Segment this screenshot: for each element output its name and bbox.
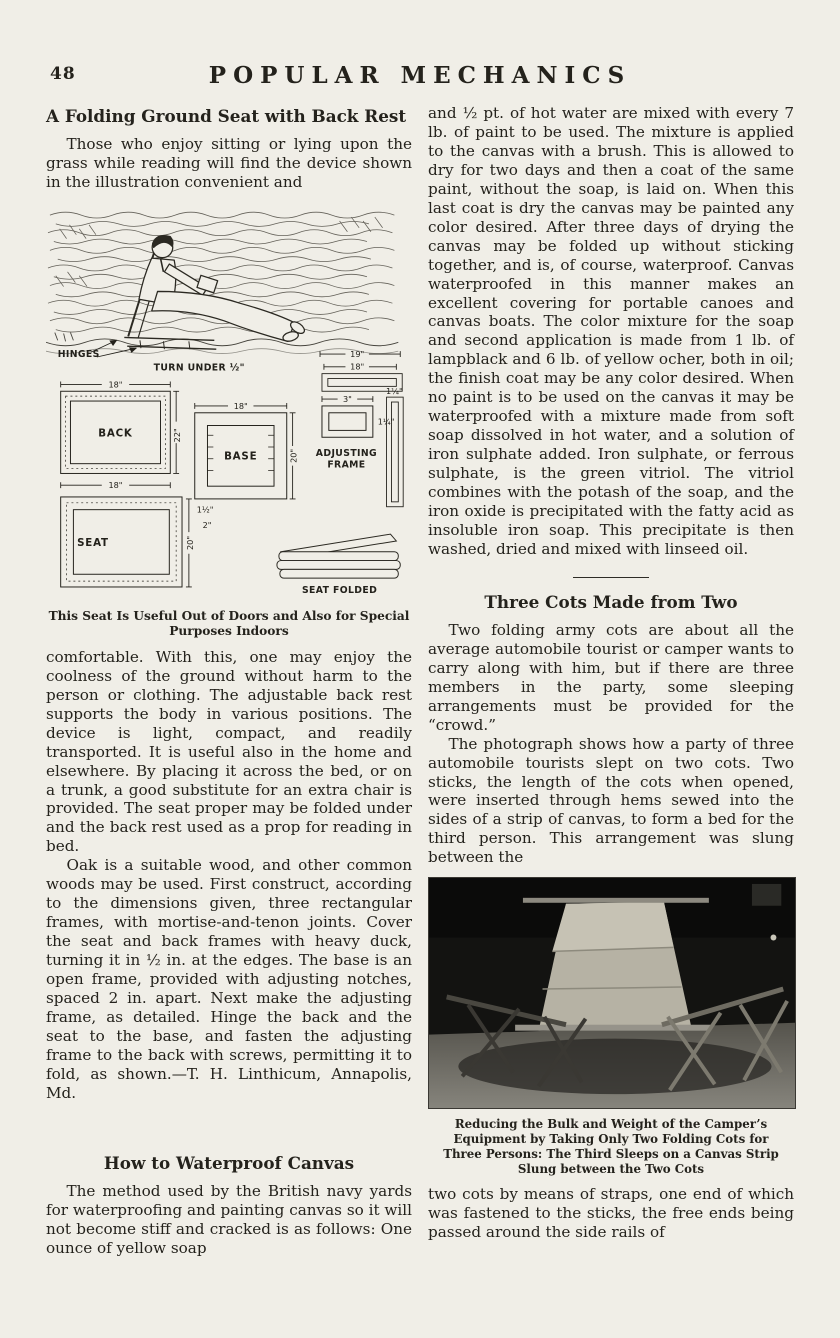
dim-20-base: 20"	[288, 448, 299, 463]
folding-seat-illustration	[46, 202, 412, 604]
page-header	[0, 0, 840, 89]
dim-1q-frame: 1¼"	[377, 416, 395, 427]
folding-seat-continuation-paragraph: comfortable. With this, one may enjoy the coolness of the ground without harm to the person or clothing. The adjustable back rest supports the body in various positions. The device is light, compact, and readily transported. It is useful also in the home and elsewhere. By placing it across the bed, or on a trunk, a good substitute for an extra chair is provided. The seat proper may be folded under and the back rest used as a prop for reading in bed.	[46, 647, 412, 856]
dim-1q-side: 1¼"	[386, 386, 403, 397]
cots-photo-figure	[428, 877, 794, 1177]
label-adjusting-frame-line2: FRAME	[327, 459, 366, 471]
seat-folded-diagram	[277, 534, 400, 578]
section-divider	[573, 577, 649, 578]
two-column-layout	[46, 104, 794, 1258]
waterproof-paragraph-left: The method used by the British navy yards for waterproofing and painting canvas so it will not become stiff and cracked is as follows: One ounce of yellow soap	[46, 1181, 412, 1257]
seat-figure-caption: This Seat Is Useful Out of Doors and Also for Special Purposes Indoors	[48, 608, 410, 639]
masthead-title: POPULAR MECHANICS	[208, 62, 632, 89]
dim-3: 3"	[342, 393, 352, 404]
dim-19: 19"	[350, 348, 365, 359]
dim-2: 2"	[202, 520, 212, 531]
label-hinges: HINGES	[57, 348, 100, 360]
side-frame-diagram	[387, 397, 404, 507]
folding-seat-intro-paragraph: Those who enjoy sitting or lying upon the grass while reading will find the device shown in the illustration convenient and	[46, 135, 412, 191]
dim-18-top: 18"	[350, 361, 365, 372]
folding-seat-build-paragraph: Oak is a suitable wood, and other common woods may be used. First construct, according to the dimensions given, three rectangular frames, with mortise-and-tenon joints. Cover the seat and back frames with heavy duck, turning it in ½ in. at the edges. The base is an open frame, provided with adjusting notches, spaced 2 in. apart. Next make the adjusting frame, as detailed. Hinge the back and the seat to the base, and fasten the adjusting frame to the back with screws, permitting it to fold, as shown.—T. H. Linthicum, Annapolis, Md.	[46, 856, 412, 1102]
dim-22: 22"	[172, 428, 183, 443]
cots-photo-caption: Reducing the Bulk and Weight of the Camper’s Equipment by Taking Only Two Folding Cots for Three Persons: The Third Sleeps on a Canvas Strip Slung between the Two Cots	[443, 1117, 779, 1177]
photo-floor	[429, 1023, 795, 1108]
label-turn-under: TURN UNDER ½"	[153, 362, 245, 374]
three-cots-paragraph-2: The photograph shows how a party of three automobile tourists slept on two cots. Two sticks, the length of the cots when opened, were inserted through hems sewed into the sides of a strip of canvas, to form a bed for the third person. This arrangement was slung between the	[428, 734, 794, 867]
dim-20-seat: 20"	[184, 535, 195, 550]
folding-seat-figure	[46, 202, 412, 640]
cots-photograph	[428, 877, 796, 1109]
dim-18-base: 18"	[233, 400, 248, 411]
article-title-three-cots: Three Cots Made from Two	[484, 591, 738, 612]
right-column	[428, 104, 794, 1258]
dim-18-back-top: 18"	[108, 379, 123, 390]
label-back: BACK	[98, 427, 133, 440]
three-cots-paragraph-1: Two folding army cots are about all the average automobile tourist or camper wants to carry along with him, but if there are three members in the party, some sleeping arrangements must be provided for the “crowd.”	[428, 620, 794, 734]
page-number: 48	[50, 64, 76, 84]
dim-18-back-bottom: 18"	[108, 479, 123, 490]
left-column	[46, 104, 412, 1258]
label-seat-folded: SEAT FOLDED	[301, 584, 378, 596]
label-base: BASE	[224, 450, 258, 463]
article-title-folding-ground-seat: A Folding Ground Seat with Back Rest	[46, 106, 407, 126]
label-seat: SEAT	[77, 536, 109, 549]
waterproof-paragraph-right: and ½ pt. of hot water are mixed with every 7 lb. of paint to be used. The mixture is applied to the canvas with a brush. This is allowed to dry for two days and then a coat of the same paint, without the soap, is laid on. When this last coat is dry the canvas may be painted any color desired. After three days of drying the canvas may be folded up without sticking together, and is, of course, waterproof. Canvas waterproofed in this manner makes an excellent covering for portable canoes and canvas boats. The color mixture for the soap and second application is made from 1 lb. of lampblack and 6 lb. of yellow ocher, both in oil; the finish coat may be any color desired. When no paint is to be used on the canvas it may be waterproofed with a mixture made from soft soap dissolved in hot water, and a solution of iron sulphate added. Iron sulphate, or ferrous sulphate, is the green vitriol. The vitriol combines with the potash of the soap, and the iron oxide is precipitated with the fatty acid as insoluble iron soap. This precipitate is then washed, dried and mixed with linseed oil.	[428, 104, 794, 558]
label-adjusting-frame-line1: ADJUSTING	[315, 447, 378, 459]
three-cots-paragraph-3: two cots by means of straps, one end of which was fastened to the sticks, the free ends being passed around the side rails of	[428, 1185, 794, 1242]
dim-1h: 1½"	[196, 504, 214, 515]
article-title-waterproof-canvas: How to Waterproof Canvas	[103, 1152, 355, 1173]
